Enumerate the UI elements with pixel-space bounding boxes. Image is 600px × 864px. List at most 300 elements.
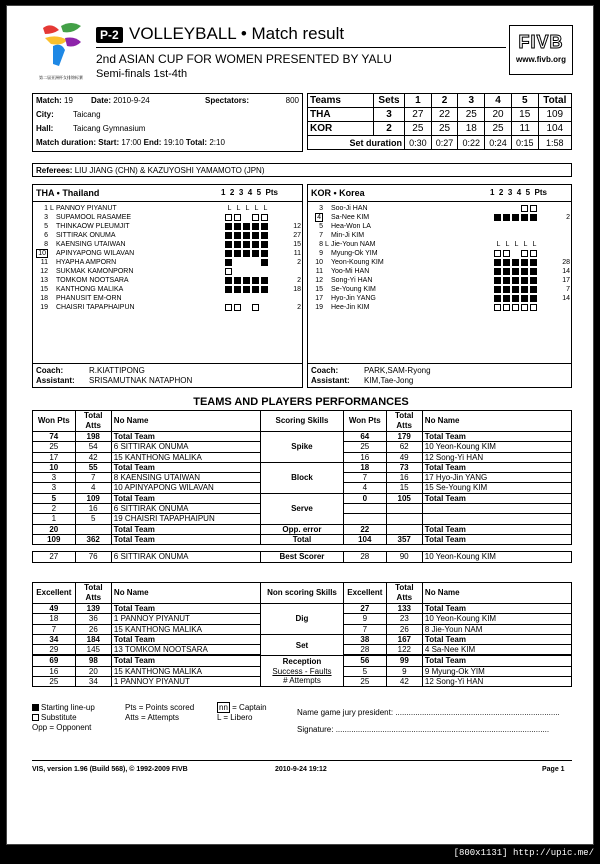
stat-cell: Total Team bbox=[422, 534, 571, 544]
legend-libero: L = Libero bbox=[217, 713, 253, 722]
team-a-player-list bbox=[36, 205, 301, 313]
stat-cell: 3 bbox=[33, 473, 76, 483]
starting-lineup-mark bbox=[252, 250, 259, 257]
libero-tag: L bbox=[325, 241, 329, 249]
skill-sublabel: Success - Faults bbox=[272, 666, 332, 676]
score-cell: 27 bbox=[404, 108, 431, 122]
skill-name bbox=[260, 493, 343, 524]
city-label: City: bbox=[36, 110, 54, 119]
starting-lineup-mark bbox=[261, 241, 268, 248]
score-cell: 25 bbox=[404, 122, 431, 136]
coach-label: Coach: bbox=[311, 366, 339, 375]
player-row bbox=[36, 241, 301, 250]
stat-cell: 99 bbox=[386, 656, 422, 666]
player-points: 2 bbox=[566, 214, 570, 222]
player-row bbox=[36, 295, 301, 304]
player-row bbox=[36, 277, 301, 286]
score-header: 4 bbox=[485, 94, 512, 108]
performance-row bbox=[33, 432, 572, 442]
stat-cell: 8 Jie-Youn NAM bbox=[422, 624, 571, 634]
stat-cell: 4 bbox=[75, 483, 111, 493]
stat-cell: 9 bbox=[344, 614, 387, 624]
referees-box bbox=[32, 163, 572, 177]
player-row bbox=[311, 259, 570, 268]
player-number: 12 bbox=[40, 268, 48, 276]
player-points bbox=[287, 295, 301, 304]
stat-cell: 13 TOMKOM NOOTSARA bbox=[111, 645, 260, 655]
hall-value: Taicang Gymnasium bbox=[73, 124, 146, 133]
player-points bbox=[556, 241, 570, 250]
libero-tag bbox=[323, 286, 331, 295]
player-row bbox=[36, 268, 301, 277]
player-points: 7 bbox=[566, 286, 570, 294]
skill-label: Dig bbox=[295, 614, 309, 624]
stat-cell: 139 bbox=[75, 604, 111, 614]
stat-cell: 34 bbox=[75, 677, 111, 687]
stat-cell: 1 PANNOY PIYANUT bbox=[111, 677, 260, 687]
set-header: 5 bbox=[525, 188, 531, 197]
event-logo bbox=[37, 20, 85, 80]
stat-cell: 0 bbox=[344, 493, 387, 503]
stat-cell: 27 bbox=[344, 604, 387, 614]
starting-lineup-mark bbox=[252, 277, 259, 284]
starting-lineup-mark bbox=[261, 223, 268, 230]
player-number: 19 bbox=[315, 304, 323, 312]
player-points bbox=[556, 304, 570, 313]
player-name: Soo-Ji HAN bbox=[331, 205, 368, 213]
stat-cell: 7 bbox=[344, 624, 387, 634]
fivb-logo-icon: FIVB bbox=[518, 32, 564, 52]
player-name: THINKAOW PLEUMJIT bbox=[56, 222, 130, 230]
score-cell: 11 bbox=[511, 122, 538, 136]
score-cell: 25 bbox=[458, 108, 485, 122]
starting-lineup-mark bbox=[521, 214, 528, 221]
player-points bbox=[556, 223, 570, 232]
stat-cell: 55 bbox=[75, 462, 111, 472]
stat-cell: 2 bbox=[33, 504, 76, 514]
player-number: 19 bbox=[40, 304, 48, 312]
score-cell: THA bbox=[308, 108, 374, 122]
player-name: PANNOY PIYANUT bbox=[56, 205, 117, 212]
assistant-label: Assistant: bbox=[36, 376, 75, 385]
competition-name: 2nd ASIAN CUP FOR WOMEN PRESENTED BY YALU bbox=[96, 52, 392, 66]
libero-tag bbox=[323, 277, 331, 286]
player-name: KAENSING UTAIWAN bbox=[56, 241, 126, 249]
stat-cell: 64 bbox=[344, 432, 387, 442]
starting-lineup-mark bbox=[494, 286, 501, 293]
stat-cell: 19 CHAISRI TAPAPHAIPUN bbox=[111, 514, 260, 524]
stat-cell bbox=[422, 514, 571, 524]
substitute-mark bbox=[521, 304, 528, 311]
stat-cell: 28 bbox=[344, 552, 387, 562]
stat-cell: 69 bbox=[33, 656, 76, 666]
starting-lineup-mark bbox=[261, 277, 268, 284]
libero-tag bbox=[48, 223, 56, 232]
stat-cell: Opp. error bbox=[260, 524, 343, 534]
libero-mark: L bbox=[523, 241, 528, 249]
starting-lineup-mark bbox=[243, 232, 250, 239]
performance-row bbox=[33, 656, 572, 666]
player-set-participation bbox=[225, 232, 287, 241]
stat-cell: Total Atts bbox=[75, 411, 111, 432]
skill-name bbox=[260, 604, 343, 635]
stat-cell: 10 Yeon-Koung KIM bbox=[422, 442, 571, 452]
team-b-coach: PARK,SAM-Ryong bbox=[364, 366, 431, 375]
stat-cell: 362 bbox=[75, 534, 111, 544]
stat-cell: 16 bbox=[386, 473, 422, 483]
set-score-row-a bbox=[308, 108, 572, 122]
player-points: 14 bbox=[562, 268, 570, 276]
skill-label: Set bbox=[295, 640, 309, 650]
starting-lineup-mark bbox=[530, 286, 537, 293]
player-row bbox=[311, 250, 570, 259]
stat-cell bbox=[386, 524, 422, 534]
stat-cell: 6 SITTIRAK ONUMA bbox=[111, 552, 260, 562]
substitute-mark bbox=[225, 214, 232, 221]
referees-value: LIU JIANG (CHN) & KAZUYOSHI YAMAMOTO (JPN) bbox=[74, 166, 265, 175]
stat-cell: 8 KAENSING UTAIWAN bbox=[111, 473, 260, 483]
libero-tag bbox=[323, 214, 331, 223]
stat-cell: Total Team bbox=[422, 656, 571, 666]
player-set-participation bbox=[225, 295, 287, 304]
starting-lineup-mark bbox=[234, 250, 241, 257]
libero-tag bbox=[323, 223, 331, 232]
stat-cell: 198 bbox=[75, 432, 111, 442]
player-points: 17 bbox=[562, 277, 570, 285]
start-time: 17:00 bbox=[121, 138, 142, 147]
substitute-mark bbox=[234, 214, 241, 221]
libero-mark: L bbox=[514, 241, 519, 249]
match-info-box bbox=[32, 93, 303, 152]
player-points: 28 bbox=[562, 259, 570, 267]
player-row bbox=[311, 205, 570, 214]
legend-text: Substitute bbox=[41, 713, 77, 722]
starting-lineup-mark bbox=[234, 277, 241, 284]
stat-cell: No Name bbox=[422, 411, 571, 432]
starting-lineup-mark bbox=[530, 295, 537, 302]
spectators-count: 800 bbox=[285, 96, 299, 105]
stat-cell: 4 bbox=[344, 483, 387, 493]
player-points: 18 bbox=[293, 286, 301, 294]
set-score-header bbox=[308, 94, 572, 108]
starting-lineup-mark bbox=[512, 268, 519, 275]
stat-cell: 18 bbox=[344, 462, 387, 472]
player-name: Yoo-Mi HAN bbox=[331, 268, 370, 276]
watermark: [800x1131] http://upic.me/ bbox=[453, 848, 594, 858]
stat-cell: 15 KANTHONG MALIKA bbox=[111, 666, 260, 676]
starting-lineup-mark bbox=[512, 259, 519, 266]
set-duration: 0:27 bbox=[431, 136, 458, 150]
player-name: APINYAPONG WILAVAN bbox=[56, 250, 135, 258]
set-header: 2 bbox=[498, 188, 504, 197]
stat-cell: Total Team bbox=[422, 432, 571, 442]
stat-cell: Total Team bbox=[422, 462, 571, 472]
stat-cell: 23 bbox=[386, 614, 422, 624]
stat-cell: Total Team bbox=[111, 534, 260, 544]
player-set-participation bbox=[225, 241, 287, 250]
performance-row bbox=[33, 462, 572, 472]
player-name: Song-Yi HAN bbox=[331, 277, 373, 285]
player-number: 6 bbox=[44, 231, 48, 239]
stat-cell: No Name bbox=[422, 583, 571, 604]
player-row bbox=[311, 277, 570, 286]
best-scorer-table bbox=[32, 551, 572, 562]
stat-cell: 7 bbox=[344, 473, 387, 483]
stat-cell: 42 bbox=[386, 677, 422, 687]
stat-cell: 25 bbox=[344, 677, 387, 687]
performance-header bbox=[33, 583, 572, 604]
jury-president-line bbox=[297, 708, 560, 718]
score-cell: 18 bbox=[458, 122, 485, 136]
stat-cell: 104 bbox=[344, 534, 387, 544]
starting-lineup-mark bbox=[503, 268, 510, 275]
libero-mark: L bbox=[263, 205, 268, 212]
performance-table bbox=[32, 582, 572, 687]
player-points: 2 bbox=[297, 304, 301, 312]
starting-lineup-mark bbox=[243, 223, 250, 230]
player-number: 11 bbox=[40, 259, 48, 267]
total-time: 2:10 bbox=[209, 138, 225, 147]
player-name: SITTIRAK ONUMA bbox=[56, 231, 116, 239]
player-row bbox=[311, 232, 570, 241]
stat-cell: 167 bbox=[386, 634, 422, 644]
starting-lineup-mark bbox=[261, 232, 268, 239]
player-set-participation bbox=[494, 223, 556, 232]
substitute-mark bbox=[225, 304, 232, 311]
stat-cell: 10 Yeon-Koung KIM bbox=[422, 614, 571, 624]
stat-cell: Excellent bbox=[344, 583, 387, 604]
event-logo-icon bbox=[37, 20, 85, 70]
stat-cell bbox=[386, 504, 422, 514]
stat-cell: 25 bbox=[33, 677, 76, 687]
player-number: 10 bbox=[38, 250, 46, 258]
substitute-mark bbox=[503, 250, 510, 257]
libero-mark: L bbox=[227, 205, 232, 212]
score-header: 1 bbox=[404, 94, 431, 108]
substitute-mark bbox=[234, 304, 241, 311]
player-name: Hea-Won LA bbox=[331, 223, 371, 231]
competition-phase: Semi-finals 1st-4th bbox=[96, 68, 188, 80]
player-set-participation bbox=[225, 250, 287, 259]
libero-tag bbox=[323, 268, 331, 277]
stat-cell: 6 SITTIRAK ONUMA bbox=[111, 442, 260, 452]
player-number: 17 bbox=[315, 295, 323, 303]
starting-lineup-mark bbox=[530, 259, 537, 266]
signature-line bbox=[297, 725, 549, 735]
stat-cell: 49 bbox=[33, 604, 76, 614]
referees-label: Referees: bbox=[36, 166, 73, 175]
player-points: 12 bbox=[293, 222, 301, 230]
score-header: Sets bbox=[374, 94, 405, 108]
player-number: 11 bbox=[315, 268, 323, 276]
skill-sublabel: # Attempts bbox=[283, 676, 321, 686]
starting-lineup-mark bbox=[234, 286, 241, 293]
spectators-label: Spectators: bbox=[205, 96, 250, 105]
player-set-participation bbox=[494, 304, 556, 313]
stat-cell bbox=[386, 514, 422, 524]
starting-lineup-mark bbox=[512, 295, 519, 302]
team-a-assistant: SRISAMUTNAK NATAPHON bbox=[89, 376, 193, 385]
stat-cell: Total Team bbox=[111, 634, 260, 644]
starting-lineup-mark bbox=[512, 277, 519, 284]
player-name: Hee-Jin KIM bbox=[331, 304, 370, 312]
set-duration: 0:24 bbox=[485, 136, 512, 150]
set-header: 1 bbox=[221, 188, 226, 197]
footer-version: VIS, version 1.96 (Build 568), © 1992-2009 FIVB bbox=[32, 766, 188, 773]
set-duration-label: Set duration bbox=[308, 136, 405, 150]
starting-lineup-mark bbox=[521, 286, 528, 293]
match-label: Match: bbox=[36, 96, 62, 105]
stat-cell: 29 bbox=[33, 645, 76, 655]
footer-page: Page 1 bbox=[542, 766, 565, 773]
stat-cell: 15 bbox=[386, 483, 422, 493]
libero-tag bbox=[48, 304, 56, 313]
starting-lineup-mark bbox=[234, 241, 241, 248]
player-name: KANTHONG MALIKA bbox=[56, 286, 124, 294]
libero-mark: L bbox=[245, 205, 250, 212]
player-name: Yeon-Koung KIM bbox=[331, 259, 384, 267]
set-header: 3 bbox=[507, 188, 513, 197]
starting-lineup-mark bbox=[503, 295, 510, 302]
player-row bbox=[36, 214, 301, 223]
libero-tag bbox=[48, 214, 56, 223]
stat-cell: 36 bbox=[75, 614, 111, 624]
player-number: 5 bbox=[44, 222, 48, 230]
score-header: 5 bbox=[511, 94, 538, 108]
stat-cell: 90 bbox=[386, 552, 422, 562]
player-set-participation bbox=[494, 232, 556, 241]
set-header: 4 bbox=[516, 188, 522, 197]
stat-cell: 1 PANNOY PIYANUT bbox=[111, 614, 260, 624]
stat-cell: 26 bbox=[386, 624, 422, 634]
player-name: Hyo-Jin YANG bbox=[331, 295, 376, 303]
stat-cell: Total Team bbox=[422, 604, 571, 614]
starting-lineup-mark bbox=[521, 268, 528, 275]
team-b-name: KOR • Korea bbox=[311, 188, 365, 198]
stat-cell: 5 bbox=[75, 514, 111, 524]
player-row bbox=[311, 295, 570, 304]
skill-label: Serve bbox=[291, 504, 313, 514]
substitute-mark bbox=[530, 205, 537, 212]
team-a-name: THA • Thailand bbox=[36, 188, 100, 198]
performance-row bbox=[33, 634, 572, 644]
substitute-mark bbox=[252, 304, 259, 311]
set-duration: 0:22 bbox=[458, 136, 485, 150]
stat-cell: 10 APINYAPONG WILAVAN bbox=[111, 483, 260, 493]
stat-cell: 15 KANTHONG MALIKA bbox=[111, 452, 260, 462]
starting-lineup-mark bbox=[243, 250, 250, 257]
libero-tag bbox=[323, 304, 331, 313]
header-divider bbox=[96, 47, 506, 48]
roster-table bbox=[36, 205, 301, 313]
skill-label: Spike bbox=[291, 442, 313, 452]
starting-lineup-mark bbox=[234, 223, 241, 230]
player-row bbox=[311, 214, 570, 223]
player-set-participation bbox=[494, 205, 556, 214]
player-points: 14 bbox=[562, 295, 570, 303]
player-points bbox=[287, 268, 301, 277]
starting-lineup-mark bbox=[494, 268, 501, 275]
player-set-participation bbox=[225, 205, 287, 214]
stat-cell bbox=[75, 524, 111, 534]
libero-tag bbox=[48, 232, 56, 241]
stat-cell: 28 bbox=[344, 645, 387, 655]
duration-label: Match duration: bbox=[36, 138, 96, 147]
legend-captain bbox=[217, 703, 267, 713]
performance-row bbox=[33, 604, 572, 614]
stat-cell: Won Pts bbox=[33, 411, 76, 432]
score-cell: 25 bbox=[485, 122, 512, 136]
stat-cell: Won Pts bbox=[344, 411, 387, 432]
starting-lineup-mark bbox=[261, 259, 268, 266]
player-row bbox=[311, 304, 570, 313]
legend-text: = Captain bbox=[232, 703, 267, 712]
team-b-player-list bbox=[311, 205, 570, 313]
substitute-mark bbox=[503, 304, 510, 311]
player-set-participation bbox=[225, 286, 287, 295]
player-points: 15 bbox=[293, 241, 301, 249]
legend-opp: Opp = Opponent bbox=[32, 723, 92, 732]
stat-cell: 54 bbox=[75, 442, 111, 452]
player-set-participation bbox=[225, 268, 287, 277]
libero-tag bbox=[323, 295, 331, 304]
player-number: 3 bbox=[319, 205, 323, 213]
player-row bbox=[311, 268, 570, 277]
player-number: 15 bbox=[40, 286, 48, 294]
player-points bbox=[556, 205, 570, 214]
roster-table bbox=[311, 205, 570, 313]
player-points bbox=[556, 250, 570, 259]
player-number: 1 bbox=[44, 205, 48, 212]
set-duration: 0:15 bbox=[511, 136, 538, 150]
score-cell: 2 bbox=[374, 122, 405, 136]
performance-table bbox=[32, 410, 572, 545]
starting-lineup-mark bbox=[252, 286, 259, 293]
starting-lineup-mark bbox=[252, 232, 259, 239]
stat-cell: 4 Sa-Nee KIM bbox=[422, 645, 571, 655]
starting-lineup-mark bbox=[225, 286, 232, 293]
player-points: 27 bbox=[293, 231, 301, 239]
starting-lineup-mark bbox=[503, 277, 510, 284]
skill-label: Reception bbox=[282, 657, 322, 667]
legend-atts: Atts = Attempts bbox=[125, 713, 180, 722]
substitute-mark bbox=[530, 304, 537, 311]
starting-lineup-mark bbox=[494, 214, 501, 221]
starting-lineup-mark bbox=[225, 250, 232, 257]
stat-cell: 133 bbox=[386, 604, 422, 614]
assistant-label: Assistant: bbox=[311, 376, 350, 385]
jury-label: Name game jury president: bbox=[297, 708, 394, 717]
total-row bbox=[33, 534, 572, 544]
jury-dots: .......................................................................... bbox=[395, 708, 560, 717]
player-set-participation bbox=[225, 304, 287, 313]
stat-cell: 7 bbox=[33, 624, 76, 634]
substitute-mark bbox=[225, 268, 232, 275]
start-label: Start: bbox=[98, 138, 120, 147]
libero-tag bbox=[48, 295, 56, 304]
opp-error-row bbox=[33, 524, 572, 534]
stat-cell: 10 Yeon-Koung KIM bbox=[422, 552, 571, 562]
libero-tag: L bbox=[50, 205, 54, 212]
starting-lineup-mark bbox=[225, 241, 232, 248]
event-logo-text: 第二届亚洲杯女排锦标赛 bbox=[39, 75, 83, 80]
player-row bbox=[36, 205, 301, 214]
team-a-set-headers bbox=[221, 188, 278, 198]
set-duration: 1:58 bbox=[538, 136, 571, 150]
player-number: 12 bbox=[315, 277, 323, 285]
set-header: Pts bbox=[265, 188, 278, 197]
performance-title: TEAMS AND PLAYERS PERFORMANCES bbox=[193, 396, 409, 408]
